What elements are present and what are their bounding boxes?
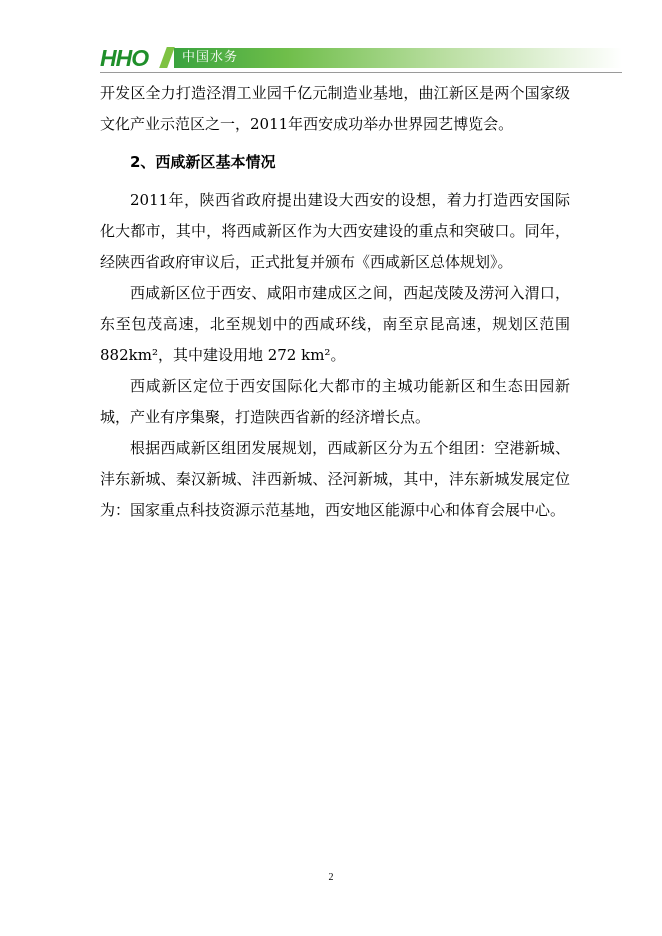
page-number: 2 — [328, 872, 334, 883]
paragraph-establishment: 2011年，陕西省政府提出建设大西安的设想，着力打造西安国际化大都市，其中，将西咸新区作为大西安建设的重点和突破口。同年，经陕西省政府审议后，正式批复并颁布《西咸新区总体规划》。 — [100, 191, 570, 271]
document-body — [100, 78, 570, 526]
header-green-band — [174, 48, 622, 68]
company-logo: HHO — [100, 45, 149, 71]
paragraph-positioning: 西咸新区定位于西安国际化大都市的主城功能新区和生态田园新城，产业有序集聚，打造陕西省新的经济增长点。 — [100, 377, 570, 426]
document-header — [100, 44, 622, 72]
paragraph-location: 西咸新区位于西安、咸阳市建成区之间，西起茂陵及涝河入渭口，东至包茂高速，北至规划中的西咸环线，南至京昆高速，规划区范围882km²，其中建设用地 272 km²。 — [100, 284, 570, 364]
company-name: 中国水务 — [182, 50, 239, 65]
logo-slash-icon — [159, 47, 175, 68]
continued-paragraph: 开发区全力打造泾渭工业园千亿元制造业基地，曲江新区是两个国家级文化产业示范区之一，2011年西安成功举办世界园艺博览会。 — [100, 84, 570, 133]
section-heading: 2、西咸新区基本情况 — [130, 153, 276, 171]
paragraph-clusters: 根据西咸新区组团发展规划，西咸新区分为五个组团：空港新城、沣东新城、秦汉新城、沣西新城、泾河新城，其中，沣东新城发展定位为：国家重点科技资源示范基地，西安地区能源中心和体育会展中心。 — [100, 439, 570, 519]
header-divider — [100, 72, 622, 73]
